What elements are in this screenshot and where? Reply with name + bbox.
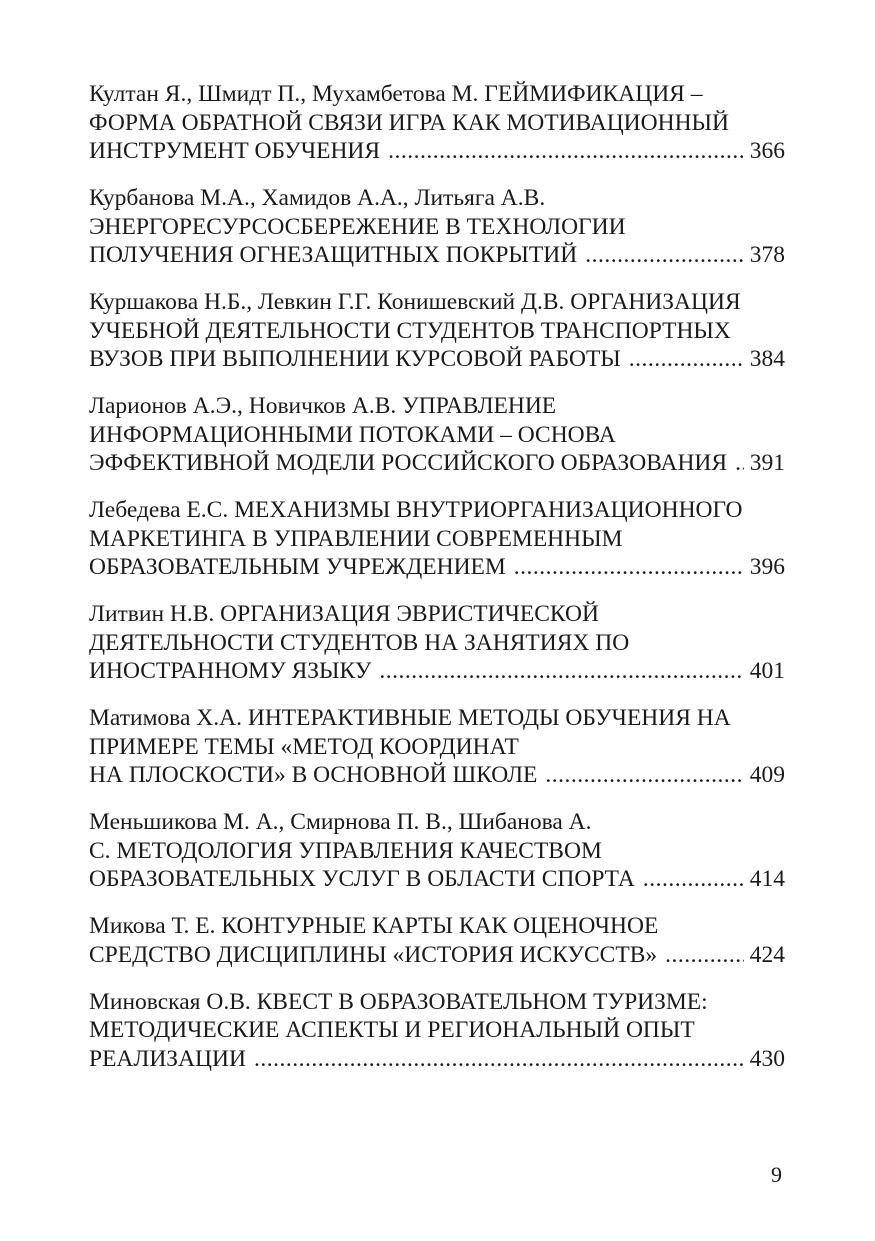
toc-entry-line: ПОЛУЧЕНИЯ ОГНЕЗАЩИТНЫХ ПОКРЫТИЙ bbox=[89, 242, 578, 268]
dot-leader bbox=[545, 761, 743, 790]
toc-entry-page: 414 bbox=[749, 866, 785, 892]
toc-entry-line: Микова Т. Е. КОНТУРНЫЕ КАРТЫ КАК ОЦЕНОЧНОЕ bbox=[89, 913, 659, 939]
toc-entry-page: 366 bbox=[749, 138, 785, 164]
toc-entry-line: Куршакова Н.Б., Левкин Г.Г. Конишевский Д.В. ОРГАНИЗАЦИЯ bbox=[89, 289, 741, 315]
toc-entry-last-line bbox=[89, 761, 785, 790]
toc-entry-line: ИНОСТРАННОМУ ЯЗЫКУ bbox=[89, 658, 372, 684]
toc-entry-line: ИНФОРМАЦИОННЫМИ ПОТОКАМИ – ОСНОВА bbox=[89, 421, 616, 448]
toc-entry-page: 424 bbox=[749, 941, 785, 968]
dot-leader bbox=[735, 449, 744, 478]
toc-entry-line: ЭНЕРГОРЕСУРСОСБЕРЕЖЕНИЕ В ТЕХНОЛОГИИ bbox=[89, 213, 626, 240]
toc-entry bbox=[89, 392, 785, 478]
toc-entry-last-line bbox=[89, 241, 785, 270]
toc-entry-last-line bbox=[89, 553, 785, 582]
toc-entry bbox=[89, 988, 785, 1074]
dot-leader bbox=[254, 1045, 744, 1074]
toc-entry-line: ПРИМЕРЕ ТЕМЫ «МЕТОД КООРДИНАТ bbox=[89, 733, 519, 760]
dot-leader bbox=[665, 941, 744, 970]
toc-entry-last-line bbox=[89, 345, 785, 374]
toc-entry bbox=[89, 808, 785, 894]
toc-entry-line: ДЕЯТЕЛЬНОСТИ СТУДЕНТОВ НА ЗАНЯТИЯХ ПО bbox=[89, 629, 630, 656]
toc-entry-line: Литвин Н.В. ОРГАНИЗАЦИЯ ЭВРИСТИЧЕСКОЙ bbox=[89, 601, 599, 627]
toc-entry bbox=[89, 288, 785, 374]
dot-leader bbox=[379, 657, 743, 686]
toc-entry-line: Меньшикова М. А., Смирнова П. В., Шибанова А. bbox=[89, 809, 592, 835]
dot-leader bbox=[514, 553, 744, 582]
toc-entry-page: 401 bbox=[749, 658, 785, 684]
toc-entry-line: ОБРАЗОВАТЕЛЬНЫМ УЧРЕЖДЕНИЕМ bbox=[89, 554, 506, 580]
toc-entry-line: МАРКЕТИНГА В УПРАВЛЕНИИ СОВРЕМЕННЫМ bbox=[89, 525, 623, 552]
toc-entry-last-line bbox=[89, 657, 785, 686]
toc-entry bbox=[89, 184, 785, 270]
toc-entry-page: 409 bbox=[749, 762, 785, 788]
toc-entry-line: Култан Я., Шмидт П., Мухамбетова М. ГЕЙМИФИКАЦИЯ – bbox=[89, 81, 703, 107]
table-of-contents bbox=[89, 80, 785, 1092]
toc-entry-page: 396 bbox=[749, 554, 785, 580]
toc-entry-page: 384 bbox=[749, 346, 785, 372]
toc-entry-line: Ларионов А.Э., Новичков А.В. УПРАВЛЕНИЕ bbox=[89, 393, 557, 419]
toc-entry bbox=[89, 496, 785, 582]
page-number: 9 bbox=[771, 1162, 782, 1187]
toc-entry-line: ФОРМА ОБРАТНОЙ СВЯЗИ ИГРА КАК МОТИВАЦИОННЫЙ bbox=[89, 109, 730, 136]
toc-entry bbox=[89, 912, 785, 969]
dot-leader bbox=[585, 241, 744, 270]
toc-entry-line: НА ПЛОСКОСТИ» В ОСНОВНОЙ ШКОЛЕ bbox=[89, 762, 538, 788]
toc-entry-last-line bbox=[89, 941, 785, 970]
toc-entry-page: 378 bbox=[749, 242, 785, 268]
toc-entry-line: ВУЗОВ ПРИ ВЫПОЛНЕНИИ КУРСОВОЙ РАБОТЫ bbox=[89, 346, 621, 372]
dot-leader bbox=[643, 865, 744, 894]
toc-entry bbox=[89, 80, 785, 166]
toc-entry bbox=[89, 704, 785, 790]
toc-entry-line: Матимова Х.А. ИНТЕРАКТИВНЫЕ МЕТОДЫ ОБУЧЕНИЯ НА bbox=[89, 705, 731, 731]
toc-entry-last-line bbox=[89, 449, 785, 478]
toc-entry-line: Лебедева Е.С. МЕХАНИЗМЫ ВНУТРИОРГАНИЗАЦИОННОГО bbox=[89, 497, 743, 523]
toc-entry bbox=[89, 600, 785, 686]
toc-entry-page: 430 bbox=[749, 1045, 785, 1072]
dot-leader bbox=[629, 345, 744, 374]
toc-entry-line: Миновская О.В. КВЕСТ В ОБРАЗОВАТЕЛЬНОМ ТУРИЗМЕ: bbox=[89, 988, 708, 1015]
toc-entry-line: ОБРАЗОВАТЕЛЬНЫХ УСЛУГ В ОБЛАСТИ СПОРТА bbox=[89, 866, 635, 892]
toc-entry-line: ИНСТРУМЕНТ ОБУЧЕНИЯ bbox=[89, 138, 381, 164]
toc-entry-line: ЭФФЕКТИВНОЙ МОДЕЛИ РОССИЙСКОГО ОБРАЗОВАНИЯ bbox=[89, 450, 728, 476]
toc-entry-last-line bbox=[89, 1045, 785, 1074]
toc-entry-line: МЕТОДИЧЕСКИЕ АСПЕКТЫ И РЕГИОНАЛЬНЫЙ ОПЫТ bbox=[89, 1017, 695, 1043]
toc-entry-page: 391 bbox=[749, 450, 785, 476]
toc-entry-line: РЕАЛИЗАЦИИ bbox=[89, 1045, 246, 1072]
toc-entry-line: Курбанова М.А., Хамидов А.А., Литьяга А.В. bbox=[89, 185, 546, 211]
toc-entry-line: С. МЕТОДОЛОГИЯ УПРАВЛЕНИЯ КАЧЕСТВОМ bbox=[89, 837, 602, 864]
toc-entry-line: УЧЕБНОЙ ДЕЯТЕЛЬНОСТИ СТУДЕНТОВ ТРАНСПОРТНЫХ bbox=[89, 317, 731, 344]
dot-leader bbox=[388, 137, 744, 166]
toc-entry-last-line bbox=[89, 137, 785, 166]
toc-entry-line: СРЕДСТВО ДИСЦИПЛИНЫ «ИСТОРИЯ ИСКУССТВ» bbox=[89, 941, 658, 968]
toc-entry-last-line bbox=[89, 865, 785, 894]
